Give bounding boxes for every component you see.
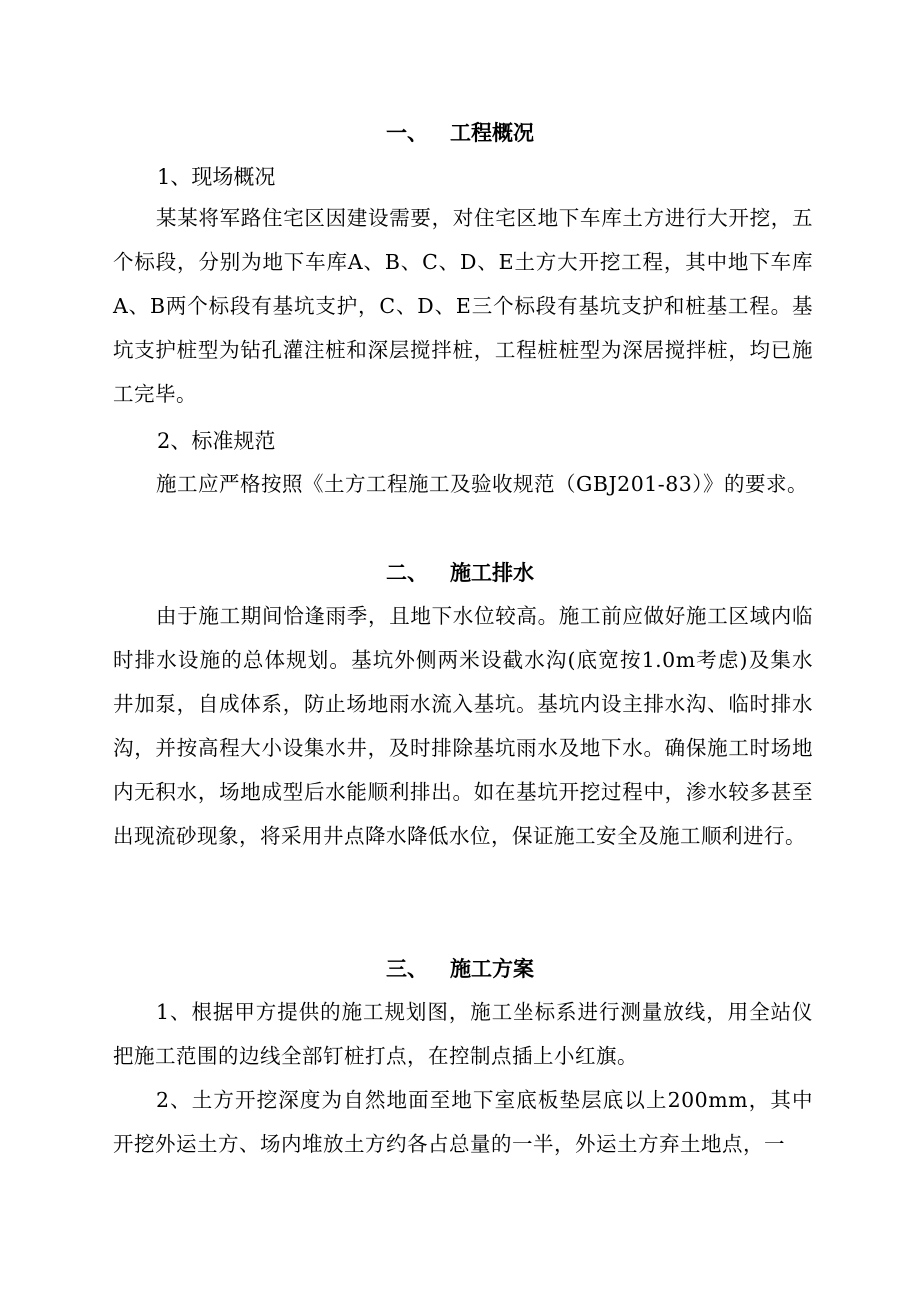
paragraph-drainage: 由于施工期间恰逢雨季，且地下水位较高。施工前应做好施工区域内临时排水设施的总体规划。基坑外侧两米设截水沟(底宽按1.0m考虑)及集水井加泵，自成体系，防止场地雨水流入基坑。基坑内设主排水沟、临时排水沟，并按高程大小设集水井，及时排除基坑雨水及地下水。确保施工时场地内无积水，场地成型后水能顺利排出。如在基坑开挖过程中，渗水较多甚至出现流砂现象，将采用井点降水降低水位，保证施工安全及施工顺利进行。 bbox=[113, 604, 813, 848]
paragraph-plan-item-1: 1、根据甲方提供的施工规划图，施工坐标系进行测量放线，用全站仪把施工范围的边线全部钉桩打点，在控制点插上小红旗。 bbox=[113, 1000, 813, 1068]
section-title-2: 施工排水 bbox=[450, 560, 534, 585]
paragraph-standards: 施工应严格按照《土方工程施工及验收规范（GBJ201-83）》的要求。 bbox=[156, 472, 809, 496]
section-number-2: 二、 bbox=[386, 560, 428, 585]
paragraph-plan-item-2: 2、土方开挖深度为自然地面至地下室底板垫层底以上200mm，其中开挖外运土方、场内堆放土方约各占总量的一半，外运土方弃土地点，一 bbox=[113, 1088, 813, 1156]
section-title-1: 工程概况 bbox=[450, 120, 534, 145]
section-heading-1 bbox=[0, 118, 920, 148]
section-number-3: 三、 bbox=[386, 956, 428, 981]
subsection-title-1-1: 1、现场概况 bbox=[157, 165, 276, 189]
section-heading-2 bbox=[0, 558, 920, 588]
section-number-1: 一、 bbox=[386, 120, 428, 145]
section-heading-3 bbox=[0, 954, 920, 984]
section-title-3: 施工方案 bbox=[450, 956, 534, 981]
paragraph-site-overview: 某某将军路住宅区因建设需要，对住宅区地下车库土方进行大开挖，五个标段，分别为地下车库A、B、C、D、E土方大开挖工程，其中地下车库A、B两个标段有基坑支护，C、D、E三个标段有基坑支护和桩基工程。基坑支护桩型为钻孔灌注桩和深层搅拌桩，工程桩桩型为深居搅拌桩，均已施工完毕。 bbox=[113, 206, 813, 406]
subsection-title-1-2: 2、标准规范 bbox=[157, 429, 276, 453]
